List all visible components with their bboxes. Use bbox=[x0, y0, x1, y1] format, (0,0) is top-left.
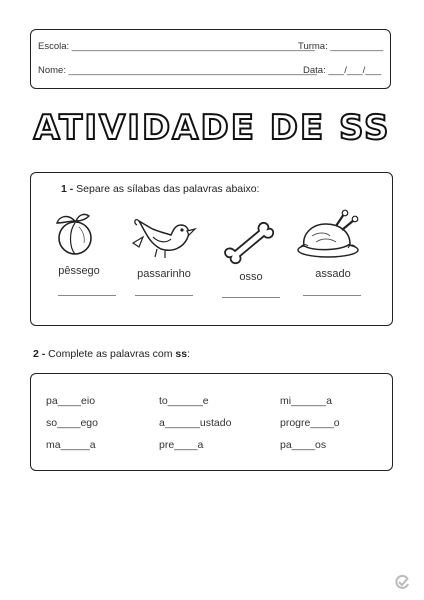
question-2-highlight: ss bbox=[175, 348, 188, 360]
answer-line[interactable] bbox=[135, 295, 193, 296]
header-box bbox=[30, 29, 391, 89]
fill-item[interactable]: a______ustado bbox=[159, 417, 232, 429]
school-field[interactable]: Escola: ______________________________________________ bbox=[38, 41, 315, 52]
peach-icon bbox=[55, 211, 95, 257]
date-field[interactable]: Data: ___/___/___ bbox=[303, 65, 382, 76]
fill-item[interactable]: so____ego bbox=[46, 417, 98, 429]
question-1-instruction: Separe as sílabas das palavras abaixo: bbox=[73, 183, 260, 195]
question-2-number: 2 - bbox=[33, 348, 46, 360]
question-1-box bbox=[30, 172, 393, 326]
fill-item[interactable]: mi______a bbox=[280, 395, 332, 407]
bone-icon bbox=[223, 221, 275, 265]
question-1-number: 1 - bbox=[61, 183, 74, 195]
fill-item[interactable]: pa____os bbox=[280, 439, 327, 451]
name-field[interactable]: Nome: _______________________________________________ bbox=[38, 65, 317, 76]
page-title: ATIVIDADE DE SS bbox=[33, 108, 391, 148]
answer-line[interactable] bbox=[303, 295, 361, 296]
word-osso: osso bbox=[239, 271, 263, 283]
class-field[interactable]: Turma: __________ bbox=[298, 41, 384, 52]
word-assado: assado bbox=[315, 268, 351, 280]
question-2-suffix: : bbox=[187, 348, 191, 360]
question-2-text bbox=[33, 348, 190, 360]
fill-item[interactable]: ma_____a bbox=[46, 439, 96, 451]
word-passarinho: passarinho bbox=[137, 268, 191, 280]
answer-line[interactable] bbox=[222, 297, 280, 298]
bird-icon bbox=[131, 213, 197, 259]
roast-chicken-icon bbox=[296, 208, 360, 260]
question-1-text bbox=[61, 183, 259, 195]
word-pessego: pêssego bbox=[58, 265, 100, 277]
question-2-box bbox=[30, 373, 393, 471]
answer-line[interactable] bbox=[58, 295, 116, 296]
watermark-logo-icon bbox=[394, 574, 410, 590]
fill-item[interactable]: to______e bbox=[159, 395, 209, 407]
fill-item[interactable]: progre____o bbox=[280, 417, 340, 429]
fill-item[interactable]: pa____eio bbox=[46, 395, 96, 407]
question-2-instruction: Complete as palavras com bbox=[45, 348, 176, 360]
fill-item[interactable]: pre____a bbox=[159, 439, 204, 451]
